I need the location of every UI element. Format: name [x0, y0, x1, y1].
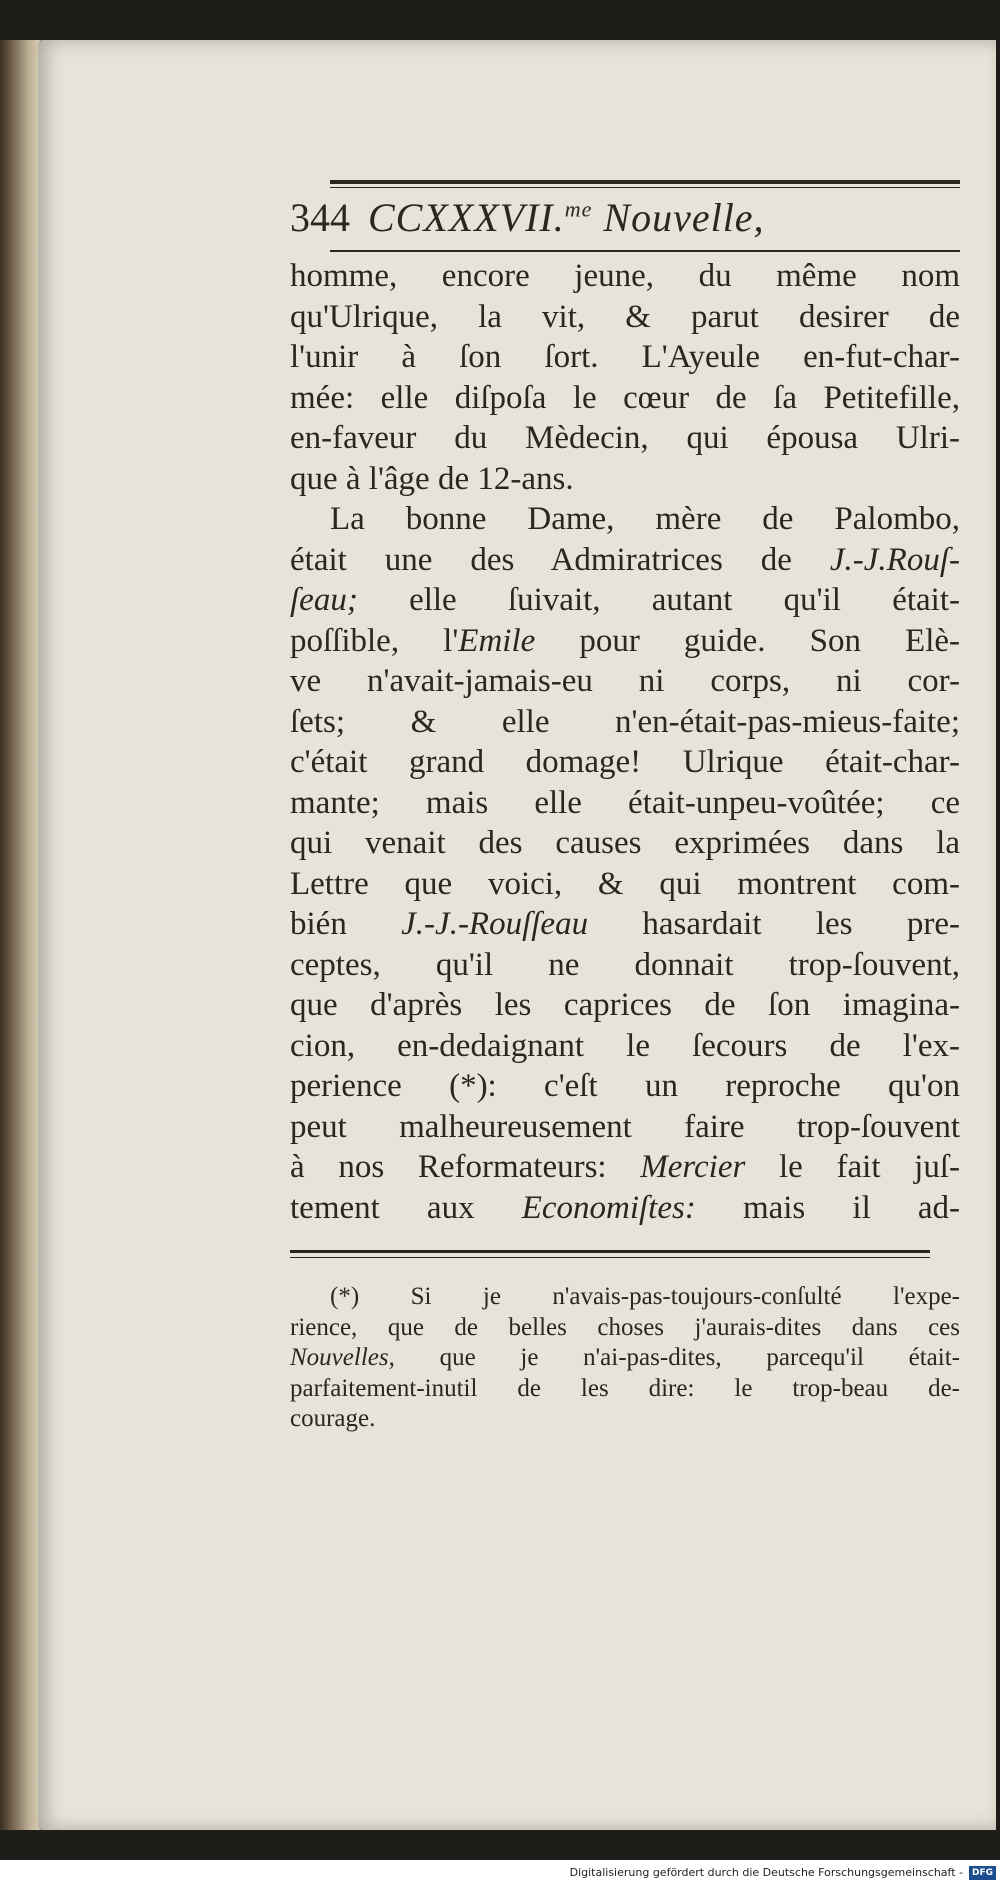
body-line-segment: que d'après les caprices de ſon imagina-: [290, 987, 960, 1023]
body-line-segment: J.-J.Rouſ-: [829, 541, 960, 578]
running-title-word: Nouvelle,: [603, 195, 765, 240]
footnote-line-segment: rience, que de belles choses j'aurais-dites dans ces: [290, 1313, 960, 1341]
body-line-segment: que à l'âge de 12-ans.: [290, 460, 574, 497]
running-title: [368, 194, 765, 241]
footnote-line-segment: (*) Si je n'avais-pas-toujours-conſulté l'expe-: [330, 1283, 960, 1310]
running-header: [290, 194, 960, 244]
body-line-segment: perience (*): c'eſt un reproche qu'on: [290, 1068, 960, 1104]
body-line-segment: ve n'avait-jamais-eu ni corps, ni cor-: [290, 663, 960, 699]
body-line-segment: mante; mais elle était-unpeu-voûtée; ce: [290, 784, 960, 821]
running-title-roman: CCXXXVII.: [368, 195, 565, 240]
body-line: [290, 256, 960, 297]
footnote-line: [290, 1343, 960, 1374]
body-line: [290, 297, 960, 338]
book-spine-edge: [0, 40, 40, 1830]
body-line-segment: c'était grand domage! Ulrique était-char-: [290, 744, 960, 780]
body-line: [290, 904, 960, 945]
footnote-line-segment: Nouvelles: [290, 1344, 389, 1371]
body-line-segment: hasardait les pre-: [588, 906, 960, 942]
body-line-segment: Lettre que voici, & qui montrent com-: [290, 865, 960, 902]
body-line-segment: ceptes, qu'il ne donnait trop-ſouvent,: [290, 946, 960, 983]
body-line-segment: cion, en-dedaignant le ſecours de l'ex-: [290, 1027, 960, 1064]
footnote-separator-rule: [290, 1250, 930, 1258]
body-line-segment: l'unir à ſon ſort. L'Ayeule en-fut-char-: [290, 339, 960, 375]
body-line: [290, 1026, 960, 1067]
body-line: [290, 1066, 960, 1107]
body-line-segment: Mercier: [640, 1149, 746, 1185]
body-line-segment: poſſible, l': [290, 622, 459, 659]
body-line-segment: elle ſuivait, autant qu'il était-: [357, 582, 960, 618]
footnote-line: [290, 1313, 960, 1344]
page-content: [290, 180, 960, 1435]
footnote-line: [290, 1404, 960, 1435]
body-line: [290, 742, 960, 783]
body-line-segment: ſeau;: [290, 582, 358, 618]
body-line-segment: J.-J.-Rouſſeau: [401, 906, 589, 942]
page-number: 344: [290, 195, 350, 240]
body-line: [290, 945, 960, 986]
body-line-segment: La bonne Dame, mère de Palombo,: [330, 501, 960, 537]
body-line-segment: en-faveur du Mèdecin, qui épousa Ulri-: [290, 420, 960, 456]
body-line: [290, 1147, 960, 1188]
body-line: [290, 580, 960, 621]
body-line-segment: qu'Ulrique, la vit, & parut desirer de: [290, 298, 960, 335]
body-line-segment: tement aux: [290, 1189, 522, 1226]
footnote-line-segment: courage.: [290, 1405, 376, 1432]
dfg-logo: DFG: [969, 1866, 996, 1880]
body-line: [290, 661, 960, 702]
body-line-segment: Economiſtes:: [521, 1189, 696, 1226]
body-line: [290, 1107, 960, 1148]
body-line-segment: homme, encore jeune, du même nom: [290, 258, 960, 294]
body-line: [290, 540, 960, 581]
body-line: [290, 378, 960, 419]
body-line: [290, 1188, 960, 1229]
body-line: [290, 418, 960, 459]
body-line-segment: qui venait des causes exprimées dans la: [290, 825, 960, 861]
body-line-segment: mée: elle diſpoſa le cœur de ſa Petitefille,: [290, 379, 960, 416]
body-line-segment: était une des Admiratrices de: [290, 541, 830, 578]
header-rule: [330, 250, 960, 252]
body-line: [290, 823, 960, 864]
footnote-line: [290, 1282, 960, 1313]
body-line-segment: Emile: [458, 622, 536, 659]
body-line: [290, 459, 960, 500]
header-top-rule: [330, 180, 960, 188]
book-page: [38, 40, 996, 1830]
body-line-segment: pour guide. Son Elè-: [535, 622, 960, 659]
footnote-line: [290, 1374, 960, 1405]
body-line: [290, 985, 960, 1026]
body-line: [290, 783, 960, 824]
body-line: [290, 499, 960, 540]
body-line: [290, 621, 960, 662]
body-line-segment: mais il ad-: [695, 1189, 960, 1226]
footnote: [290, 1282, 960, 1435]
body-line-segment: à nos Reformateurs:: [290, 1149, 641, 1185]
body-line-segment: ſets; & elle n'en-était-pas-mieus-faite;: [290, 703, 960, 740]
body-line: [290, 702, 960, 743]
running-title-superscript: me: [564, 196, 593, 222]
digitization-credit: Digitalisierung gefördert durch die Deutsche Forschungsgemeinschaft -: [569, 1866, 963, 1879]
footnote-line-segment: parfaitement-inutil de les dire: le trop-beau de-: [290, 1374, 960, 1402]
body-line: [290, 337, 960, 378]
body-line-segment: bién: [290, 906, 402, 942]
body-text: [290, 256, 960, 1228]
body-line: [290, 864, 960, 905]
body-line-segment: peut malheureusement faire trop-ſouvent: [290, 1108, 960, 1145]
body-line-segment: le fait juſ-: [745, 1149, 960, 1185]
digitization-footer: [0, 1860, 1000, 1885]
footnote-line-segment: , que je n'ai-pas-dites, parcequ'il était-: [388, 1344, 960, 1371]
